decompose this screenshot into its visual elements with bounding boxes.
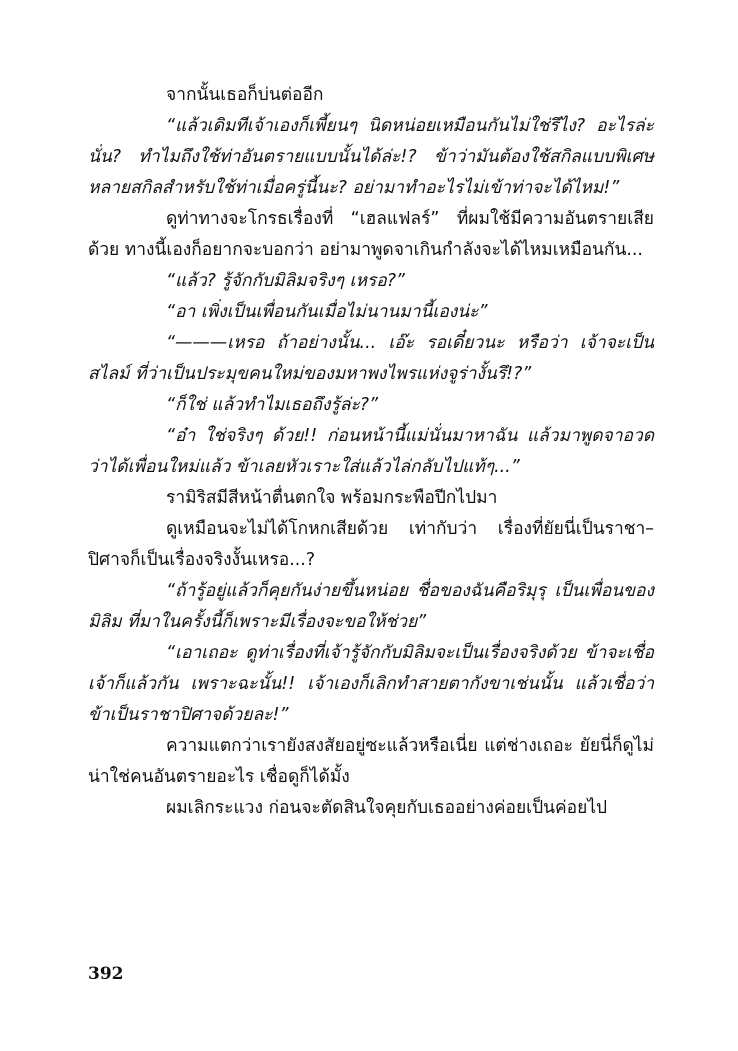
dialogue-paragraph: “ถ้ารู้อยู่แล้วก็คุยกันง่ายขึ้นหน่อย ชื่อของฉันคือริมุรุ เป็นเพื่อนของมิลิม ที่มาในครั้งนี้ก็เพราะมีเรื่องจะขอให้ช่วย”: [88, 581, 654, 632]
dialogue-paragraph: “แล้วเดิมทีเจ้าเองก็เพี้ยนๆ นิดหน่อยเหมือนกันไม่ใช่รึไง? อะไรล่ะนั่น? ทำไมถึงใช้ท่าอันตรายแบบนั้นได้ล่ะ!? ข้าว่ามันต้องใช้สกิลแบบพิเศษหลายสกิลสำหรับใช้ท่าเมื่อครู่นี้นะ? อย่ามาทำอะไรไม่เข้าท่าจะได้ไหม!”: [88, 116, 654, 198]
narration-paragraph: ดูท่าทางจะโกรธเรื่องที่ “เฮลแฟลร์” ที่ผมใช้มีความอันตรายเสียด้วย ทางนี้เองก็อยากจะบอกว่า อย่ามาพูดจาเกินกำลังจะได้ไหมเหมือนกัน...: [88, 209, 654, 260]
dialogue-paragraph: “ก็ใช่ แล้วทำไมเธอถึงรู้ล่ะ?”: [166, 395, 379, 415]
dialogue-paragraph: “———เหรอ ถ้าอย่างนั้น... เอ๊ะ รอเดี๋ยวนะ หรือว่า เจ้าจะเป็นสไลม์ ที่ว่าเป็นประมุขคนใหม่ของมหาพงไพรแห่งจูร่างั้นรึ!?”: [88, 333, 654, 384]
narration-paragraph: รามิริสมีสีหน้าตื่นตกใจ พร้อมกระพือปีกไปมา: [166, 488, 498, 508]
dialogue-paragraph: “อ๋า ใช่จริงๆ ด้วย!! ก่อนหน้านี้แม่นั่นมาหาฉัน แล้วมาพูดจาอวดว่าได้เพื่อนใหม่แล้ว ข้าเลยหัวเราะใส่แล้วไล่กลับไปแท้ๆ...”: [88, 426, 654, 477]
narration-paragraph: ผมเลิกระแวง ก่อนจะตัดสินใจคุยกับเธออย่างค่อยเป็นค่อยไป: [166, 798, 608, 818]
narration-paragraph: จากนั้นเธอก็บ่นต่ออีก: [166, 85, 324, 105]
body-text: [88, 80, 654, 824]
dialogue-paragraph: “เอาเถอะ ดูท่าเรื่องที่เจ้ารู้จักกับมิลิมจะเป็นเรื่องจริงด้วย ข้าจะเชื่อเจ้าก็แล้วกัน เพราะฉะนั้น!! เจ้าเองก็เลิกทำสายตากังขาเช่นนั้น แล้วเชื่อว่าข้าเป็นราชาปิศาจด้วยละ!”: [88, 643, 654, 725]
dialogue-paragraph: “อา เพิ่งเป็นเพื่อนกันเมื่อไม่นานมานี้เองน่ะ”: [166, 302, 488, 322]
dialogue-paragraph: “แล้ว? รู้จักกับมิลิมจริงๆ เหรอ?”: [166, 271, 405, 291]
narration-paragraph: ดูเหมือนจะไม่ได้โกหกเสียด้วย เท่ากับว่า เรื่องที่ยัยนี่เป็นราชา–ปิศาจก็เป็นเรื่องจริงงั้นเหรอ...?: [88, 519, 654, 570]
page-number: 392: [88, 964, 124, 984]
narration-paragraph: ความแตกว่าเรายังสงสัยอยู่ซะแล้วหรือเนี่ย แต่ช่างเถอะ ยัยนี่ก็ดูไม่น่าใช่คนอันตรายอะไร เชื่อดูก็ได้มั้ง: [88, 736, 654, 787]
